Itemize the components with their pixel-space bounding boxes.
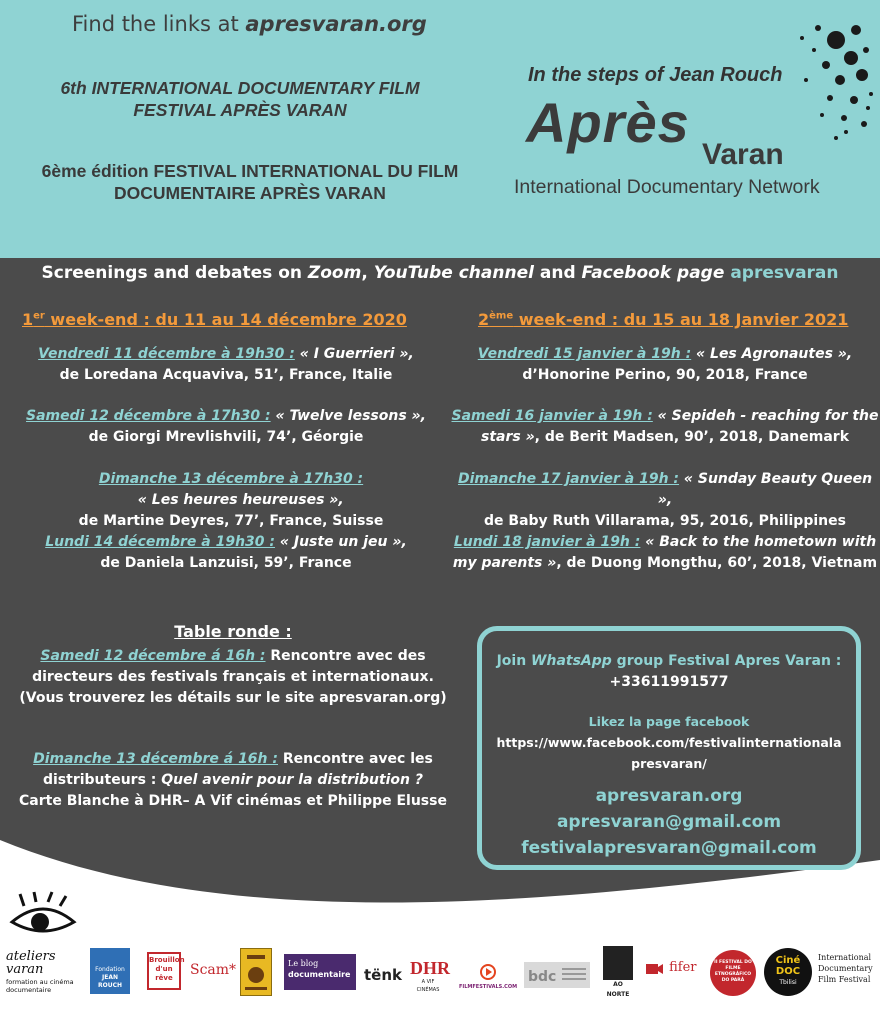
ao-norte-text: AO NORTE: [606, 981, 630, 998]
screening-date: Vendredi 15 janvier à 19h :: [477, 346, 692, 362]
screening-item: [6, 532, 446, 574]
weekend1-label: week-end : du 11 au 14 décembre 2020: [44, 310, 407, 329]
find-links-text: [72, 12, 427, 36]
contact-box: [477, 626, 861, 870]
screening-info: de Martine Deyres, 77’, France, Suisse: [78, 513, 384, 529]
screening-date: Samedi 12 décembre à 17h30 :: [26, 408, 271, 424]
screening-info: de Giorgi Mrevlishvili, 74’, Géorgie: [88, 429, 364, 445]
screening-title: « Sepideh - reaching for the stars »: [480, 408, 879, 445]
dhr-logo: [410, 958, 450, 993]
screening-item: [450, 344, 880, 386]
screening-title: « Les heures heureuses »,: [118, 492, 344, 508]
facebook-label: Facebook page: [581, 263, 725, 283]
festival-en-line2: FESTIVAL APRÈS VARAN: [133, 100, 347, 120]
wa-rest: group Festival Apres Varan :: [611, 653, 842, 669]
screening-item: [450, 532, 880, 574]
screening-date: Dimanche 17 janvier à 19h :: [457, 471, 680, 487]
roundtable-note: (Vous trouverez les détails sur le site apresvaran.org): [19, 690, 447, 706]
ateliers-varan-logo: [6, 892, 80, 992]
blog-text-1: Le blog: [288, 959, 319, 968]
dhr-text-2: A VIF CINÉMAS: [416, 979, 440, 993]
facebook-url-1[interactable]: https://www.facebook.com/festivalinternationala: [496, 735, 842, 750]
weekend2-sup: ème: [489, 310, 514, 322]
screening-title: « Les Agronautes »,: [691, 346, 853, 362]
weekend1-heading: [22, 310, 407, 329]
wa-join: Join: [496, 653, 532, 669]
logo-tagline: In the steps of Jean Rouch: [528, 64, 783, 86]
screening-info: , de Berit Madsen, 90’, 2018, Danemark: [534, 429, 850, 445]
tenk-text: tënk: [364, 966, 402, 984]
idff-line-1: International: [818, 953, 872, 962]
weekend2-heading: [478, 310, 848, 329]
fifer-text: fifer: [669, 960, 697, 975]
screenings-text-3: and: [533, 263, 582, 283]
cinedoc-text-3: Tbilisi: [779, 979, 797, 986]
ao-norte-poster-icon: [603, 946, 633, 980]
screening-info: , de Duong Mongthu, 60’, 2018, Vietnam: [556, 555, 878, 571]
email-link-2[interactable]: festivalapresvaran@gmail.com: [521, 838, 817, 858]
festival-fr-line2: DOCUMENTAIRE APRÈS VARAN: [114, 183, 386, 203]
screening-title: « Sunday Beauty Queen »,: [657, 471, 873, 508]
screening-title: « Twelve lessons »,: [270, 408, 426, 424]
weekend2-label: week-end : du 15 au 18 Janvier 2021: [513, 310, 849, 329]
youtube-label: YouTube channel: [373, 263, 534, 283]
apres-varan-logo: [506, 20, 876, 210]
ao-norte-logo: [602, 946, 634, 996]
play-icon: [480, 964, 496, 980]
filmfestivals-logo: [458, 964, 518, 991]
mbc-mark-icon: [524, 962, 590, 988]
screening-title: « Juste un jeu »,: [275, 534, 407, 550]
roundtable-date: Dimanche 13 décembre á 16h :: [33, 751, 278, 767]
camera-icon: [644, 960, 664, 978]
screening-info: de Baby Ruth Villarama, 95, 2016, Philippines: [484, 513, 846, 529]
zoom-label: Zoom: [307, 263, 362, 283]
screening-item: [450, 406, 880, 448]
dhr-text-1: DHR: [410, 958, 450, 978]
blog-text-2: documentaire: [288, 970, 351, 979]
mbc-logo: [524, 962, 590, 988]
screening-title: « Back to the hometown with my parents »: [452, 534, 877, 571]
festival-para-text: II FESTIVAL DO FILME ETNOGRÁFICO DO PARÁ: [714, 960, 752, 983]
weekend1-num: 1: [22, 310, 34, 329]
roundtable-item: [0, 646, 466, 709]
roundtable-text: Rencontre avec des directeurs des festivals français et internationaux.: [32, 648, 434, 685]
cinedoc-text-2: DOC: [775, 966, 801, 977]
brouillon-text: Brouillon d'un rêve: [149, 956, 185, 982]
eye-icon: [6, 892, 80, 944]
screening-item: [6, 469, 456, 532]
facebook-url-2[interactable]: presvaran/: [631, 756, 707, 771]
filmfestivals-text: FILMFESTIVALS.COM: [458, 984, 518, 990]
sponsor-logos: [0, 890, 880, 1024]
screening-info: d’Honorine Perino, 90, 2018, France: [522, 367, 808, 383]
find-site-link[interactable]: apresvaran.org: [245, 12, 427, 36]
logo-apres: Après: [526, 91, 690, 154]
ateliers-text-3: formation au cinéma documentaire: [6, 978, 74, 994]
fondation-jean-rouch-logo: [90, 948, 130, 994]
svg-text:bdc: bdc: [528, 969, 557, 985]
screening-date: Samedi 16 janvier à 19h :: [451, 408, 653, 424]
wa-app: WhatsApp: [531, 653, 612, 669]
email-link-1[interactable]: apresvaran@gmail.com: [556, 812, 782, 832]
blog-documentaire-logo: [284, 954, 356, 990]
facebook-handle[interactable]: apresvaran: [730, 263, 839, 283]
screening-info: de Loredana Acquaviva, 51’, France, Italie: [59, 367, 393, 383]
fondation-text-1: Fondation: [95, 966, 125, 973]
phone-number[interactable]: +33611991577: [609, 674, 729, 690]
cinedoc-logo: [764, 948, 812, 996]
screening-title: « I Guerrieri »,: [294, 346, 414, 362]
festival-title-fr: [0, 160, 500, 204]
fifer-logo: [644, 960, 704, 982]
screenings-banner: [0, 263, 880, 283]
screening-date: Lundi 18 janvier à 19h :: [453, 534, 641, 550]
roundtable-note: Carte Blanche à DHR– A Vif cinémas et Philippe Elusse: [19, 793, 447, 809]
screenings-text-2: ,: [361, 263, 374, 283]
site-link[interactable]: apresvaran.org: [595, 786, 743, 806]
screenings-text-1: Screenings and debates on: [41, 263, 308, 283]
screening-item: [6, 344, 446, 386]
contact-links: [482, 783, 856, 861]
cinedoc-text-1: Ciné: [775, 955, 801, 966]
ateliers-text-1: ateliers: [6, 949, 56, 964]
table-ronde-heading: Table ronde :: [174, 622, 292, 641]
weekend2-num: 2: [478, 310, 490, 329]
scam-text: Scam*: [190, 962, 237, 978]
screening-date: Dimanche 13 décembre à 17h30 :: [98, 471, 364, 487]
screening-date: Vendredi 11 décembre à 19h30 :: [38, 346, 295, 362]
poster-logo: [240, 948, 272, 996]
festival-title-en: [20, 77, 460, 121]
idff-line-3: Film Festival: [818, 975, 871, 984]
festival-para-logo: [710, 950, 756, 996]
logo-network: International Documentary Network: [514, 176, 820, 198]
roundtable-text: Rencontre avec les distributeurs :: [42, 751, 433, 788]
ateliers-text-2: varan: [6, 962, 44, 977]
weekend1-sup: er: [33, 310, 45, 322]
roundtable-title: Quel avenir pour la distribution ?: [161, 772, 424, 788]
find-prefix: Find the links at: [72, 12, 246, 36]
tenk-logo: [364, 966, 402, 984]
logo-varan: Varan: [702, 138, 784, 171]
whatsapp-info: [482, 651, 856, 693]
screening-item: [6, 406, 446, 448]
idff-text: [818, 952, 873, 985]
fondation-text-2: JEAN ROUCH: [97, 974, 123, 989]
festival-fr-line1: 6ème édition FESTIVAL INTERNATIONAL DU FILM: [41, 161, 459, 181]
screening-item: [450, 469, 880, 532]
facebook-info: [482, 711, 856, 774]
scam-logo: [190, 962, 236, 978]
screening-info: de Daniela Lanzuisi, 59’, France: [100, 555, 352, 571]
idff-line-2: Documentary: [818, 964, 873, 973]
festival-en-line1: 6th INTERNATIONAL DOCUMENTARY FILM: [60, 78, 420, 98]
facebook-label-text: Likez la page facebook: [588, 714, 750, 729]
brouillon-logo: [147, 952, 185, 990]
roundtable-item: [0, 749, 466, 812]
poster-art-icon: [241, 949, 271, 995]
screening-date: Lundi 14 décembre à 19h30 :: [45, 534, 276, 550]
roundtable-date: Samedi 12 décembre á 16h :: [40, 648, 266, 664]
